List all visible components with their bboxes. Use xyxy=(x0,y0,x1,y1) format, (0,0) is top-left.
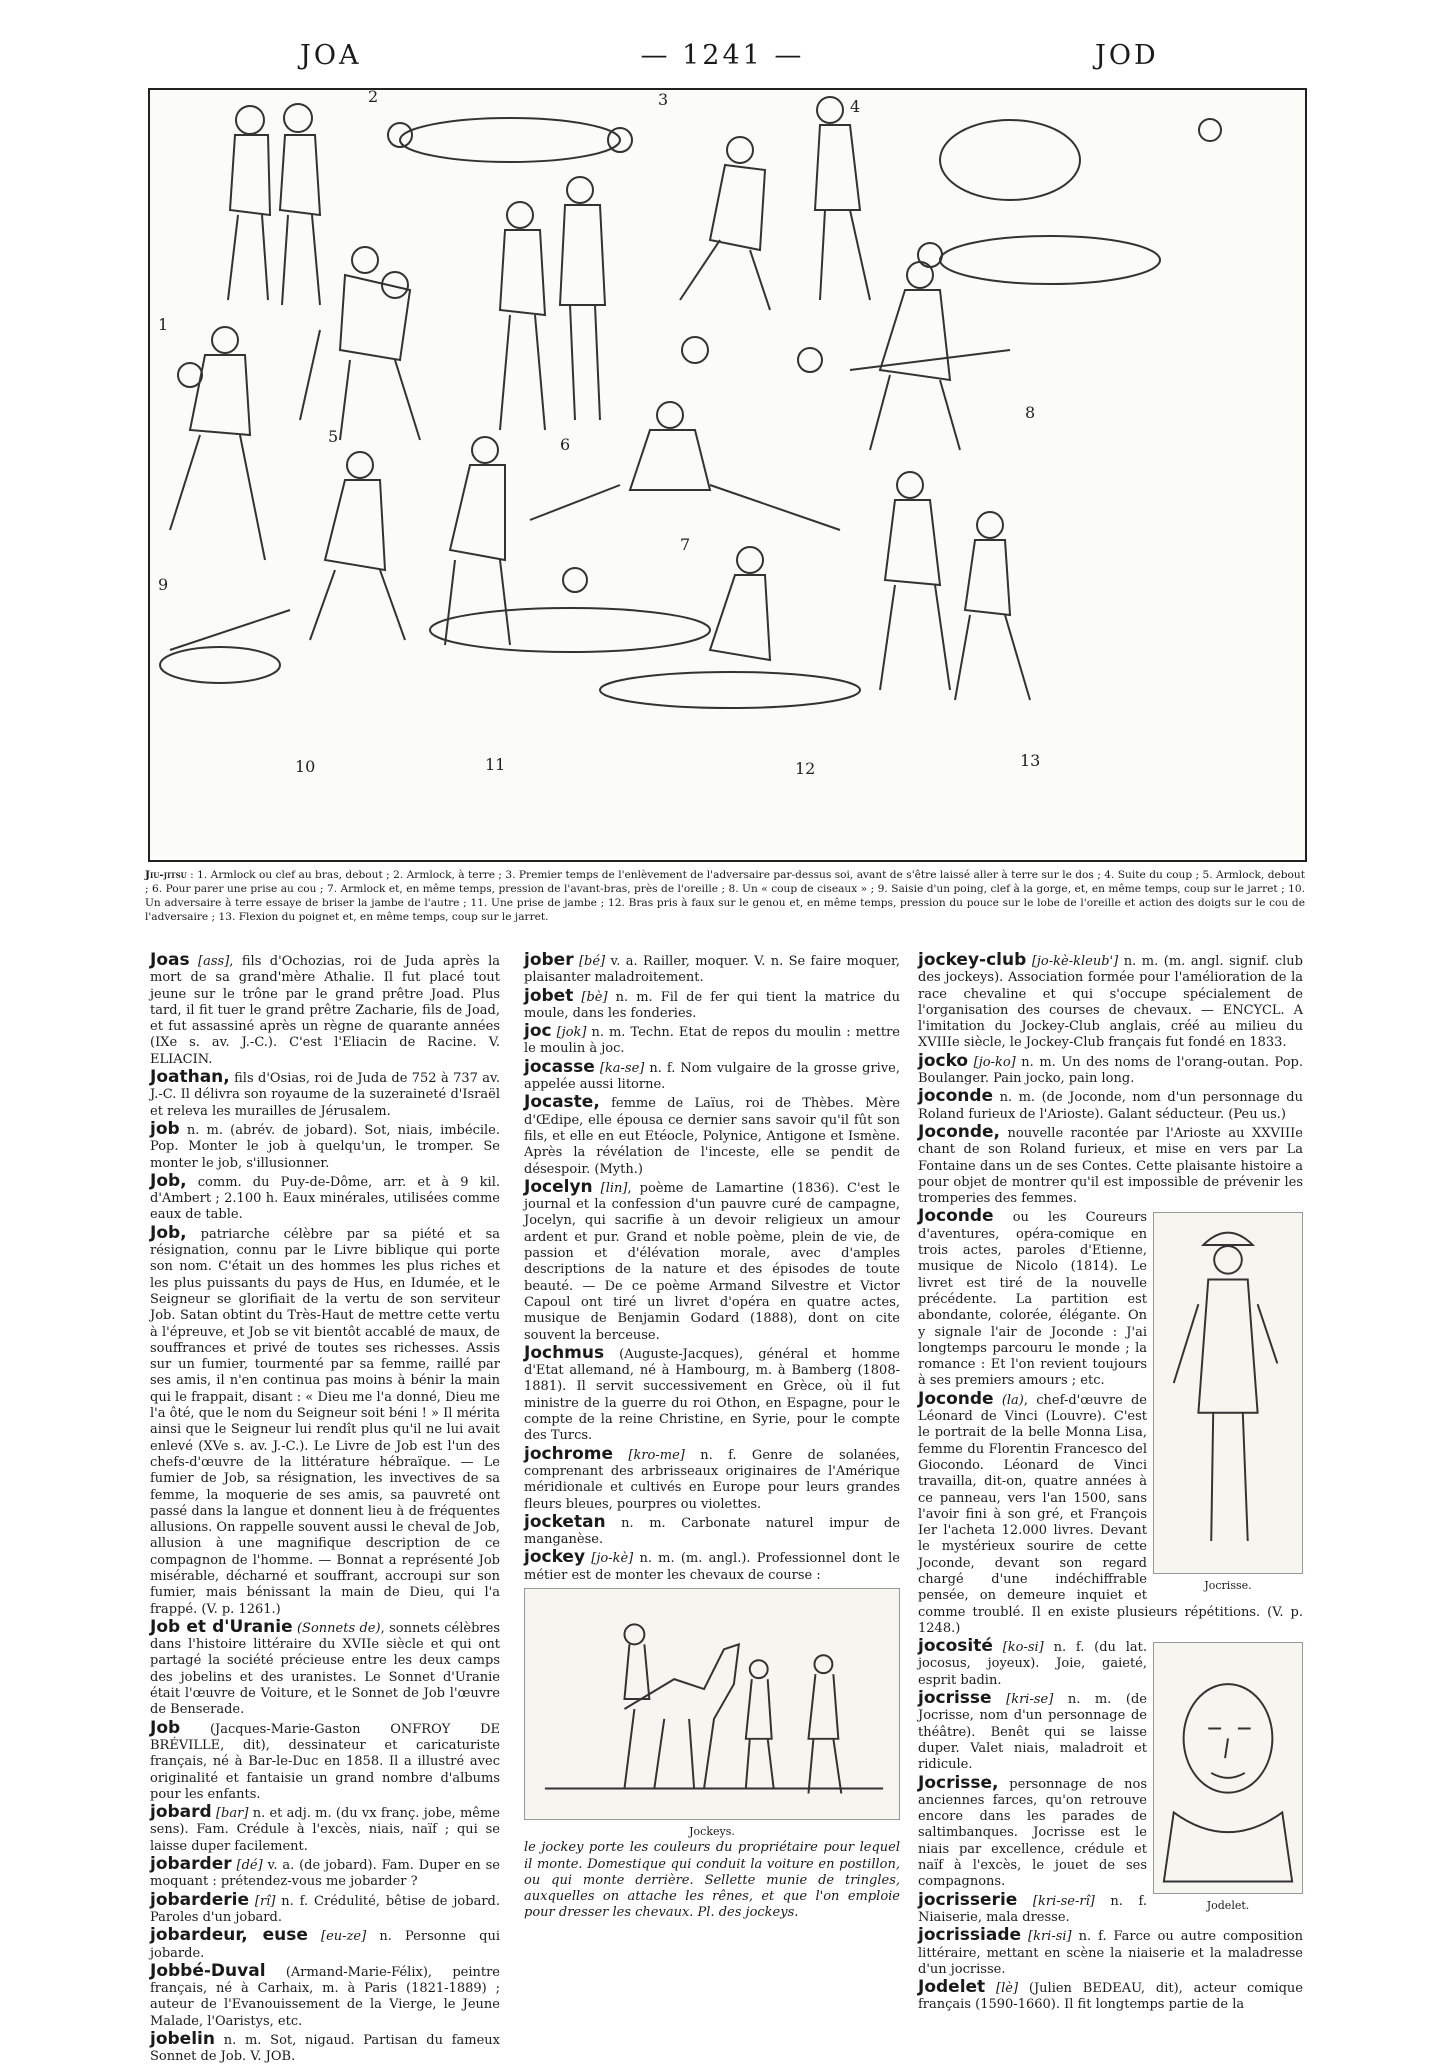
jockeys-illustration xyxy=(524,1588,900,1820)
dictionary-entry xyxy=(524,952,900,987)
figure-pair-13 xyxy=(880,472,1030,700)
jodelet-caption: Jodelet. xyxy=(1206,1899,1250,1913)
dictionary-entry xyxy=(524,985,900,1023)
entry-headword: Jocelyn xyxy=(524,1176,593,1197)
dictionary-entry xyxy=(150,1069,500,1120)
entry-text: n. m. (abrév. de jobard). Sot, niais, imbécile. Pop. Monter le job à quelqu'un, le tromper. Se monter le job, s'illusionner. xyxy=(150,1122,500,1171)
plate-label: 7 xyxy=(680,535,691,554)
dictionary-entry xyxy=(524,1342,900,1445)
entry-headword: Jocrisse, xyxy=(918,1772,999,1793)
entry-text: n. m. Sot, nigaud. Partisan du fameux Sonnet de Job. V. JOB. xyxy=(150,2033,500,2065)
entry-text: , poème de Lamartine (1836). C'est le journal et la confession d'un pauvre curé de campagne, Jocelyn, qui sacrifie à un devoir religieux un amour ardent et pur. Grand et noble poème, plein de vie, de passion et d'élévation morale, avec d'amples descriptions de la nature et des épisodes de toute beauté. — De ce poème Armand Silvestre et Victor Capoul ont tiré un livret d'opéra en quatre actes, musique de Benjamin Godard (1888), dont on cite souvent la berceuse. xyxy=(524,1180,900,1343)
horse-outline xyxy=(624,1644,738,1788)
entry-text: n. f. Nom vulgaire de la grosse grive, appelée aussi litorne. xyxy=(524,1060,900,1093)
entry-text: n. m. Techn. Etat de repos du moulin : mettre le moulin à joc. xyxy=(524,1025,900,1057)
entry-pronunciation: [kri-si] xyxy=(1028,1929,1072,1945)
entry-headword: Job et d'Uranie xyxy=(150,1616,293,1637)
entry-text: (Armand-Marie-Félix), peintre français, né à Carhaix, m. à Paris (1821-1889) ; auteur de l'Evanouissement de la Vierge, le Jeune Malade, l'Oaristys, etc. xyxy=(150,1964,500,2029)
entry-text: n. f. (du lat. jocosus, joyeux). Joie, gaieté, esprit badin. xyxy=(918,1640,1147,1688)
dictionary-entry xyxy=(524,1094,900,1177)
entry-pronunciation: [jok] xyxy=(556,1025,587,1041)
entry-text: femme de Laïus, roi de Thèbes. Mère d'Œdipe, elle épousa ce dernier sans savoir qu'il fût son fils, et elle en eut Etéocle, Polynice, Antigone et Ismène. Après la révélation de l'inceste, elle se pendit de désespoir. (Myth.) xyxy=(524,1096,900,1177)
entry-pronunciation: (Sonnets de) xyxy=(296,1620,381,1636)
entry-text: n. m. Fil de fer qui tient la matrice du moule, dans les fonderies. xyxy=(524,989,900,1021)
entry-headword: jocko xyxy=(918,1050,969,1071)
plate-label: 6 xyxy=(560,435,571,454)
entry-text: ou les Coureurs d'aventures, opéra-comique en trois actes, paroles d'Etienne, musique de Nicolo (1814). Le livret est tiré de la nouvelle précédente. La partition est abondante, colorée, élégante. On y signale l'air de Joconde : J'ai longtemps parcouru le monde ; la romance : Et l'on revient toujours à ses premiers amours ; etc. xyxy=(918,1210,1147,1389)
entry-text: patriarche célèbre par sa piété et sa résignation, connu par le Livre biblique qui porte son nom. C'était un des hommes les plus riches et les plus puissants du pays de Hus, en Idumée, et le Seigneur se glorifiait de la vertu de son serviteur Job. Satan obtint du Très-Haut de mettre cette vertu à l'épreuve, et Job se vit bientôt accablé de maux, de souffrances et privé de toutes ses richesses. Assis sur un fumier, tourmenté par sa femme, raillé par ses amis, il n'en continua pas moins à bénir la main qui le frappait, disant : « Dieu me l'a donné, Dieu me l'a ôté, que le nom du Seigneur soit béni ! » Il mérita ainsi que le Seigneur lui rendît plus qu'il ne lui avait enlevé (XVe s. av. J.-C.). Le Livre de Job est l'un des chefs-d'œuvre de la littérature hébraïque. — Le fumier de Job, sa résignation, les invectives de sa femme, la moquerie de ses amis, sa pauvreté ont passé dans la langue et donnent lieu à de fréquentes allusions. On rappelle souvent aussi le cheval de Job, allusion à une magnifique description de ce compagnon de l'homme. — Bonnat a représenté Job misérable, décharné et souffrant, accroupi sur son fumier, mais bénissant la main de Dieu, qui l'a frappé. (V. p. 1261.) xyxy=(150,1226,500,1617)
entry-headword: jobard xyxy=(150,1802,212,1823)
figure-pair-3 xyxy=(680,97,870,310)
entry-headword: jobarderie xyxy=(150,1889,249,1910)
entry-pronunciation: [jo-kè-kleub'] xyxy=(1031,954,1119,969)
header-page-number: — 1241 — xyxy=(640,40,805,71)
column-3-entries xyxy=(918,952,1303,1207)
entry-pronunciation: [bar] xyxy=(215,1806,249,1822)
entry-pronunciation: [jo-kè] xyxy=(591,1551,634,1567)
plate-label: 2 xyxy=(368,90,379,106)
entry-text: personnage de nos anciennes farces, qu'on retrouve encore dans les parades de saltimbanques. Jocrisse est le niais par excellence, crédule et naïf à l'excès, le jouet de ses compagnons. xyxy=(918,1776,1147,1890)
figure-pair-11 xyxy=(430,437,710,652)
entry-pronunciation: [lin] xyxy=(600,1180,628,1196)
plate-label: 9 xyxy=(158,575,169,594)
dictionary-entry xyxy=(150,1856,500,1891)
entry-pronunciation: [dé] xyxy=(236,1858,263,1874)
figure-pair-4 xyxy=(918,119,1221,284)
entry-text: , fils d'Ochozias, roi de Juda après la mort de sa grand'mère Athalie. Il fut placé tout jeune sur le trône par le grand prêtre Joad. Plus tard, il fit tuer le grand prêtre Zacharie, fils de Joad, et fut assassiné après un règne de quarante années (IXe s. av. J.-C.). C'est l'Eliacin de Racine. V. ELIACIN. xyxy=(150,954,500,1067)
entry-text: n. m. Un des noms de l'orang-outan. Pop. Boulanger. Pain jocko, pain long. xyxy=(918,1054,1303,1087)
jocrisse-caption: Jocrisse. xyxy=(1204,1579,1252,1593)
entry-headword: Job xyxy=(150,1717,181,1738)
entry-headword: jocketan xyxy=(524,1511,606,1532)
entry-headword: Job, xyxy=(150,1222,187,1243)
figure-pair-9 xyxy=(170,327,265,560)
entry-headword: jockey-club xyxy=(918,950,1027,970)
entry-headword: jobelin xyxy=(150,2029,215,2049)
plate-caption xyxy=(145,868,1305,924)
entry-headword: jocrisserie xyxy=(918,1889,1018,1910)
dictionary-entry xyxy=(918,1121,1303,1207)
entry-headword: jobarder xyxy=(150,1854,232,1875)
figure-pair-7 xyxy=(530,337,840,530)
entry-text: n. f. Farce ou autre composition littéraire, mettant en scène la niaiserie et la maladresse d'un jocrisse. xyxy=(918,1929,1303,1977)
entry-pronunciation: [lè] xyxy=(996,1981,1019,1997)
plate-label: 10 xyxy=(295,757,316,776)
entry-text: n. f. Crédulité, bêtise de jobard. Paroles d'un jobard. xyxy=(150,1893,500,1925)
jiu-jitsu-plate xyxy=(148,88,1307,862)
entry-text: n. m. (de Jocrisse, nom d'un personnage de théâtre). Benêt qui se laisse duper. Valet niais, maladroit et ridicule. xyxy=(918,1692,1147,1773)
jockeys-caption: Jockeys. xyxy=(689,1824,735,1838)
dictionary-entry xyxy=(150,952,500,1068)
caption-title: Jiu-jitsu xyxy=(145,869,187,881)
entry-text: n. f. Genre de solanées, comprenant des arbrisseaux originaires de l'Amérique méridionale et cultivés en Europe pour leurs grandes fleurs bleues, pourpres ou violettes. xyxy=(524,1447,900,1512)
dictionary-entry xyxy=(150,1889,500,1927)
dictionary-entry xyxy=(918,1088,1303,1123)
entry-headword: jocosité xyxy=(918,1636,993,1657)
entry-headword: jockey xyxy=(524,1547,586,1568)
dictionary-entry xyxy=(918,1927,1303,1978)
entry-headword: jobet xyxy=(524,985,574,1006)
entry-pronunciation: [ass] xyxy=(198,954,230,969)
entry-pronunciation: [kri-se-rî] xyxy=(1032,1893,1095,1909)
entry-headword: Jobbé-Duval xyxy=(150,1960,266,1981)
figure-pair-10 xyxy=(160,452,405,683)
entry-headword: Job, xyxy=(150,1170,187,1191)
plate-label: 1 xyxy=(158,315,169,334)
entry-headword: jobardeur, euse xyxy=(150,1925,308,1946)
entry-pronunciation: [bé] xyxy=(578,954,606,969)
entry-headword: jochrome xyxy=(524,1443,613,1464)
entry-headword: Joconde, xyxy=(918,1121,1001,1142)
entry-headword: jocasse xyxy=(524,1056,595,1077)
column-2-entries xyxy=(524,952,900,1584)
entry-pronunciation: [ka-se] xyxy=(599,1060,645,1076)
dictionary-entry xyxy=(150,1804,500,1855)
entry-pronunciation: [bè] xyxy=(581,989,608,1005)
dictionary-entry xyxy=(524,1443,900,1513)
entry-text: n. m. (de Joconde, nom d'un personnage du Roland furieux de l'Arioste). Galant séducteur. (Peu us.) xyxy=(918,1090,1303,1122)
entry-headword: Jochmus xyxy=(524,1342,605,1363)
figure-pair-1 xyxy=(228,104,320,305)
entry-text: n. m. (m. angl. signif. club des jockeys). Association formée pour l'amélioration de la race chevaline et qui s'occupe spécialement de l'organisation des courses de chevaux. — ENCYCL. A l'imitation du Jockey-Club anglais, créé au milieu du XVIIIe siècle, le Jockey-Club français fut fondé en 1833. xyxy=(918,954,1303,1051)
wrestlers-illustration xyxy=(150,90,1305,860)
entry-pronunciation: [jo-ko] xyxy=(973,1054,1016,1070)
column-1 xyxy=(150,952,500,2067)
entry-headword: joconde xyxy=(918,1086,994,1107)
dictionary-entry xyxy=(524,1056,900,1094)
dictionary-entry xyxy=(150,1717,500,1803)
dictionary-entry xyxy=(918,1050,1303,1088)
entry-headword: jocrissiade xyxy=(918,1925,1022,1946)
figure-pair-12 xyxy=(600,547,860,708)
entry-text: n. m. (m. angl.). Professionnel dont le métier est de monter les chevaux de course : xyxy=(524,1551,900,1583)
entry-headword: Jocaste, xyxy=(524,1092,600,1113)
plate-label: 3 xyxy=(658,90,669,109)
dictionary-entry xyxy=(524,1549,900,1584)
entry-headword: Joathan, xyxy=(150,1067,230,1088)
entry-text: (Jacques-Marie-Gaston ONFROY DE BRÉVILLE, dit), dessinateur et caricaturiste français, né à Bar-le-Duc en 1858. Il a illustré avec originalité et fantaisie un grand nombre d'albums pour les enfants. xyxy=(150,1721,500,1802)
dictionary-entry xyxy=(150,1222,500,1618)
plate-label: 13 xyxy=(1020,751,1041,770)
page-header xyxy=(0,40,1445,80)
entry-headword: jocrisse xyxy=(918,1688,992,1709)
entry-text: n. et adj. m. (du vx franç. jobe, même sens). Fam. Crédule à l'excès, niais, naïf ; qui se laisse duper facilement. xyxy=(150,1806,501,1854)
dictionary-entry xyxy=(150,2031,500,2066)
dictionary-entry xyxy=(150,1616,500,1719)
jocrisse-figure xyxy=(1153,1208,1303,1594)
entry-pronunciation: [eu-ze] xyxy=(321,1929,367,1945)
entry-text: n. m. Carbonate naturel impur de manganèse. xyxy=(524,1515,900,1548)
dictionary-entry xyxy=(150,1927,500,1962)
entry-pronunciation: [rî] xyxy=(254,1893,276,1909)
jocrisse-illustration xyxy=(1154,1213,1302,1573)
figure-pair-2 xyxy=(388,118,632,162)
entry-text: n. Personne qui jobarde. xyxy=(150,1929,501,1961)
entry-headword: Joconde xyxy=(918,1206,994,1227)
column-3 xyxy=(918,952,1303,2015)
entry-headword: Jodelet xyxy=(918,1977,986,1998)
dictionary-entry xyxy=(524,1176,900,1344)
header-guide-word-right: JOD xyxy=(1095,40,1159,71)
entry-text: comm. du Puy-de-Dôme, arr. et à 9 kil. d'Ambert ; 2.100 h. Eaux minérales, utilisées comme eaux de table. xyxy=(150,1174,500,1223)
entry-headword: joc xyxy=(524,1021,552,1042)
dictionary-entry xyxy=(918,1979,1303,2014)
column-2 xyxy=(524,952,900,1923)
figure-pair-8 xyxy=(798,262,1010,450)
entry-text: (Auguste-Jacques), général et homme d'Etat allemand, né à Hambourg, m. à Bamberg (1808-1881). Il servit successivement en Grèce, où il fut ministre de la guerre du roi Othon, en Espagne, pour le compte de la reine Christine, en Syrie, pour le compte des Turcs. xyxy=(524,1346,900,1444)
plate-label: 12 xyxy=(795,759,816,778)
figure-pair-6 xyxy=(500,177,605,430)
plate-label: 11 xyxy=(485,755,506,774)
entry-text: n. f. Niaiserie, mala dresse. xyxy=(918,1893,1147,1925)
dictionary-entry xyxy=(150,1118,500,1172)
entry-headword: Joconde xyxy=(918,1388,994,1409)
plate-label: 4 xyxy=(850,97,861,116)
plate-label: 8 xyxy=(1025,403,1036,422)
jodelet-figure xyxy=(1153,1638,1303,1914)
entry-pronunciation: (la) xyxy=(1001,1392,1024,1408)
dictionary-entry xyxy=(150,1960,500,2030)
entry-pronunciation: [kro-me] xyxy=(628,1447,685,1463)
dictionary-entry xyxy=(918,952,1303,1052)
dictionary-entry xyxy=(524,1511,900,1549)
entry-pronunciation: [kri-se] xyxy=(1006,1692,1054,1708)
entry-headword: job xyxy=(150,1118,180,1139)
dictionary-entry xyxy=(150,1170,500,1224)
plate-label: 5 xyxy=(328,427,339,446)
entry-text: v. a. (de jobard). Fam. Duper en se moquant : prétendez-vous me jobarder ? xyxy=(150,1858,500,1890)
entry-headword: Joas xyxy=(150,950,190,970)
entry-text: v. a. Railler, moquer. V. n. Se faire moquer, plaisanter maladroitement. xyxy=(524,954,900,986)
entry-text: (Julien BEDEAU, dit), acteur comique français (1590-1660). Il fit longtemps partie de la xyxy=(918,1981,1303,2013)
dictionary-entry xyxy=(524,1023,900,1058)
entry-text: fils d'Osias, roi de Juda de 752 à 737 av. J.-C. Il délivra son royaume de la suzeraineté d'Israël et releva les murailles de Jérusalem. xyxy=(150,1071,500,1119)
entry-headword: jober xyxy=(524,950,574,970)
entry-text: , chef-d'œuvre de Léonard de Vinci (Louvre). C'est le portrait de la belle Monna Lisa, femme du Florentin Francesco del Giocondo. Léonard de Vinci travailla, dit-on, quatre années à ce panneau, vers l'an 1500, sans l'avoir fini à son gré, et François Ier l'acheta 12.000 livres. Devant le mystérieux sourire de cette Joconde, devant son regard chargé d'une indéchiffrable pensée, on demeure inquiet et comme troublé. Il en existe plusieurs répétitions. (V. p. 1248.) xyxy=(918,1392,1303,1636)
jodelet-illustration xyxy=(1154,1643,1302,1893)
entry-text: nouvelle racontée par l'Arioste au XXVIIIe chant de son Roland furieux, et mise en vers par La Fontaine dans un de ses Contes. Cette plaisante histoire a pour objet de montrer qu'il est impossible de prévenir les tromperies des femmes. xyxy=(918,1125,1303,1207)
jockey-definition-cont: le jockey porte les couleurs du propriétaire pour lequel il monte. Domestique qui conduit la voiture en postillon, ou qui monte derrière. Sellette munie de tringles, auxquelles on attache les rênes, et que l'on emploie pour dresser les chevaux. Pl. des jockeys. xyxy=(524,1840,900,1921)
header-guide-word-left: JOA xyxy=(300,40,362,71)
entry-text: , sonnets célèbres dans l'histoire littéraire du XVIIe siècle et qui ont partagé la société précieuse entre les deux camps des jobelins et des uranistes. Le Sonnet d'Uranie était l'œuvre de Voiture, et le Sonnet de Job l'œuvre de Benserade. xyxy=(150,1620,500,1718)
entry-pronunciation: [ko-si] xyxy=(1002,1640,1044,1656)
caption-text: : 1. Armlock ou clef au bras, debout ; 2. Armlock, à terre ; 3. Premier temps de l'enlèvement de l'adversaire par-dessus soi, avant de s'être laissé aller à terre sur le dos ; 4. Suite du coup ; 5. Armlock, debout ; 6. Pour parer une prise au cou ; 7. Armlock et, en même temps, pression de l'avant-bras, près de l'oreille ; 8. Un « coup de ciseaux » ; 9. Saisie d'un poing, clef à la gorge, et, en même temps, coup sur le jarret ; 10. Un adversaire à terre essaye de briser la jambe de l'autre ; 11. Une prise de jambe ; 12. Bras pris à faux sur le genou et, en même temps, pression du pouce sur le lobe de l'oreille et action des doigts sur le cou de l'adversaire ; 13. Flexion du poignet et, en même temps, coup sur le jarret. xyxy=(145,869,1305,923)
